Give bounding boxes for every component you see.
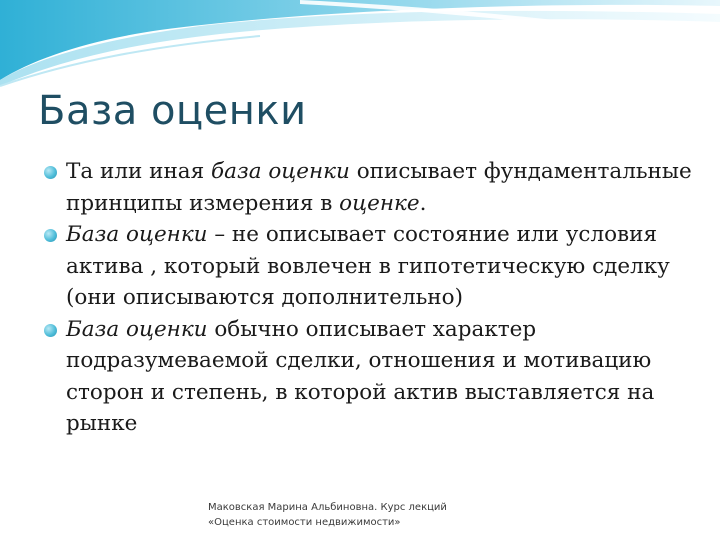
bullet-dot-icon xyxy=(44,229,57,242)
bullet-item xyxy=(38,314,698,440)
bullet-text-italic: База оценки xyxy=(66,222,208,247)
footer-author-line: Маковская Марина Альбиновна. Курс лекций xyxy=(208,502,447,513)
slide-footer xyxy=(208,500,447,530)
bullet-text-italic: оценке xyxy=(339,190,420,216)
bullet-text: – не описывает состояние или условия актива , который вовлечен в гипотетическую сделку (они описываются дополнительно) xyxy=(66,222,670,310)
bullet-text: . xyxy=(419,190,427,216)
bullet-list xyxy=(38,156,698,440)
slide-title: База оценки xyxy=(38,88,307,134)
bullet-text: Та или иная xyxy=(66,159,212,184)
bullet-dot-icon xyxy=(44,324,57,337)
bullet-text-italic: База оценки xyxy=(66,316,208,342)
bullet-item xyxy=(38,156,698,219)
header-wave-decoration xyxy=(0,0,720,90)
footer-course-line: «Оценка стоимости недвижимости» xyxy=(208,517,401,528)
bullet-item xyxy=(38,219,698,314)
bullet-dot-icon xyxy=(44,166,57,179)
bullet-text: описывает фундаментальные принципы измерения в xyxy=(66,159,692,216)
bullet-text-italic: база оценки xyxy=(211,159,350,184)
bullet-text: обычно описывает характер подразумеваемой сделки, отношения и мотивацию сторон и степень, в которой актив выставляется на рынке xyxy=(66,316,655,436)
